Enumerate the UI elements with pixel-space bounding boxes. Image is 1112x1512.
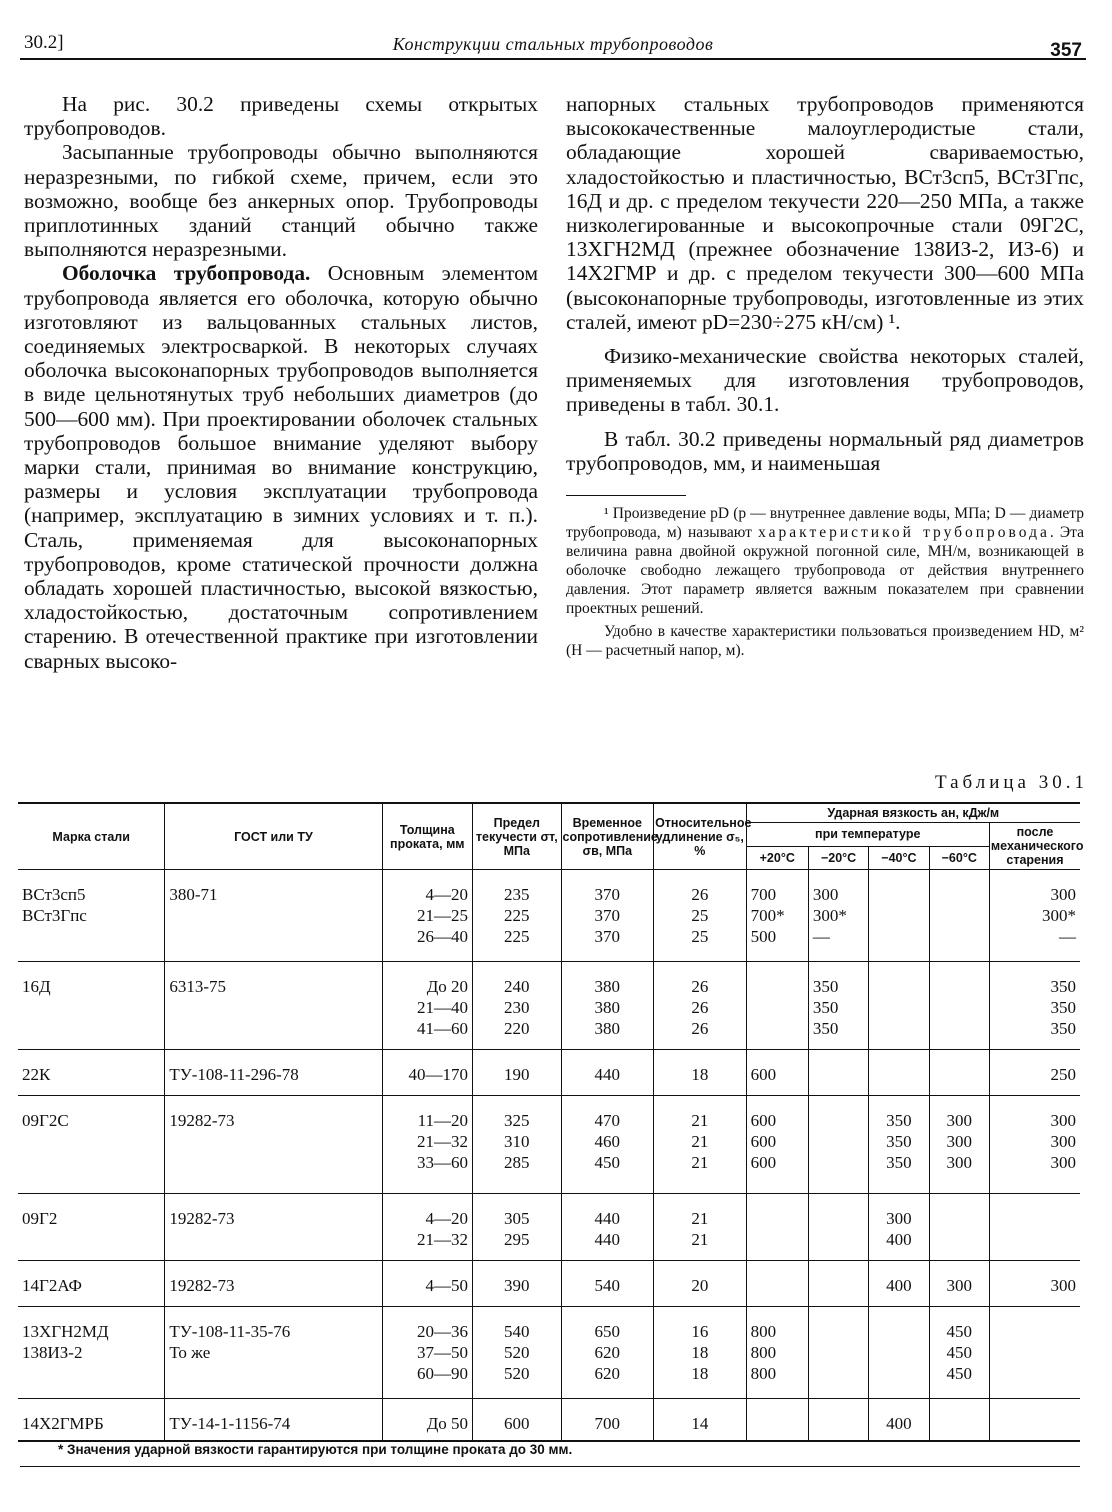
yield-cell: 235 225 225 <box>473 870 562 962</box>
gost-cell: ТУ-108-11-35-76 То же <box>165 1307 382 1399</box>
header-elongation: Относительное удлинение σ₅, % <box>654 803 747 870</box>
impact-minus20-cell <box>808 1096 868 1194</box>
table-row <box>18 1261 1080 1307</box>
impact-plus20-cell: 800 800 800 <box>746 1307 808 1399</box>
impact-minus60-cell <box>929 870 989 962</box>
right-column <box>566 92 1084 660</box>
yield-cell: 540 520 520 <box>473 1307 562 1399</box>
steel-properties-table <box>18 802 1084 1442</box>
steel-cell: 09Г2 <box>18 1194 165 1261</box>
thickness-cell: 4—50 <box>382 1261 473 1307</box>
tensile-cell: 540 <box>561 1261 654 1307</box>
impact-plus20-cell <box>746 1399 808 1442</box>
header-temp-minus40: −40°C <box>869 846 929 870</box>
steel-cell: 13ХГН2МД 138ИЗ-2 <box>18 1307 165 1399</box>
left-column <box>24 92 538 673</box>
gost-cell: ТУ-14-1-1156-74 <box>165 1399 382 1442</box>
steel-cell: 22К <box>18 1050 165 1096</box>
tensile-cell: 440 <box>561 1050 654 1096</box>
impact-minus20-cell <box>808 1399 868 1442</box>
impact-plus20-cell: 700 700* 500 <box>746 870 808 962</box>
yield-cell: 190 <box>473 1050 562 1096</box>
paragraph: напорных стальных трубопроводов применяются высококачественные малоуглеродистые стали, обладающие хорошей свариваемостью, хладостойкостью и пластичностью, ВСт3сп5, ВСт3Гпс, 16Д и др. с пределом текучести 220—250 МПа, а также низколегированные и высокопрочные стали 09Г2С, 13ХГН2МД (прежнее обозначение 138ИЗ-2, ИЗ-6) и 14Х2ГМР и др. с пределом текучести 300—600 МПа (высоконапорные трубопроводы, изготовленные из этих сталей, имеют pD=230÷275 кН/см) ¹. <box>566 92 1084 334</box>
paragraph: Физико-механические свойства некоторых сталей, применяемых для изготовления трубопроводов, приведены в табл. 30.1. <box>566 344 1084 417</box>
steel-cell: 14Х2ГМРБ <box>18 1399 165 1442</box>
impact-minus40-cell: 350 350 350 <box>869 1096 929 1194</box>
impact-minus40-cell: 300 400 <box>869 1194 929 1261</box>
impact-plus20-cell <box>746 1261 808 1307</box>
table-row <box>18 1050 1080 1096</box>
impact-aging-cell <box>989 1399 1080 1442</box>
impact-minus40-cell: 400 <box>869 1399 929 1442</box>
footnote: ¹ Произведение pD (p — внутреннее давление воды, МПа; D — диаметр трубопровода, м) называют характеристикой трубопровода. Эта величина равна двойной окружной погонной силе, МН/м, возникающей в оболочке свободно лежащего трубопровода от действия внутреннего давления. Этот параметр является важным показателем при сравнении проектных решений. <box>566 505 1084 618</box>
elongation-cell: 14 <box>654 1399 747 1442</box>
impact-minus60-cell <box>929 1194 989 1261</box>
table-note: * Значения ударной вязкости гарантируются при толщине проката до 30 мм. <box>58 1442 573 1457</box>
header-at-temperature: при температуре <box>746 823 989 847</box>
impact-minus40-cell <box>869 870 929 962</box>
table-row <box>18 1307 1080 1399</box>
impact-minus60-cell: 450 450 450 <box>929 1307 989 1399</box>
impact-minus60-cell: 300 <box>929 1261 989 1307</box>
gost-cell: 19282-73 <box>165 1261 382 1307</box>
yield-cell: 325 310 285 <box>473 1096 562 1194</box>
impact-plus20-cell: 600 600 600 <box>746 1096 808 1194</box>
impact-aging-cell: 250 <box>989 1050 1080 1096</box>
steel-cell: 14Г2АФ <box>18 1261 165 1307</box>
impact-minus60-cell: 300 300 300 <box>929 1096 989 1194</box>
impact-minus20-cell <box>808 1050 868 1096</box>
tensile-cell: 700 <box>561 1399 654 1442</box>
page-number: 357 <box>1050 40 1082 61</box>
table-row <box>18 1096 1080 1194</box>
table-row <box>18 1194 1080 1261</box>
impact-aging-cell: 350 350 350 <box>989 962 1080 1050</box>
yield-cell: 600 <box>473 1399 562 1442</box>
impact-minus20-cell <box>808 1194 868 1261</box>
tensile-cell: 440 440 <box>561 1194 654 1261</box>
tensile-cell: 380 380 380 <box>561 962 654 1050</box>
gost-cell: 380-71 <box>165 870 382 962</box>
thickness-cell: 4—20 21—25 26—40 <box>382 870 473 962</box>
elongation-cell: 18 <box>654 1050 747 1096</box>
impact-plus20-cell <box>746 1194 808 1261</box>
paragraph: На рис. 30.2 приведены схемы открытых трубопроводов. <box>24 92 538 141</box>
gost-cell: 19282-73 <box>165 1096 382 1194</box>
steel-cell: 09Г2С <box>18 1096 165 1194</box>
elongation-cell: 26 25 25 <box>654 870 747 962</box>
table-row <box>18 870 1080 962</box>
running-title: Конструкции стальных трубопроводов <box>392 34 714 54</box>
footnote: Удобно в качестве характеристики пользоваться произведением HD, м² (H — расчетный напор, м). <box>566 623 1084 660</box>
table-row <box>18 1399 1080 1442</box>
table-body <box>18 870 1080 1442</box>
impact-minus60-cell <box>929 1399 989 1442</box>
impact-minus60-cell <box>929 1050 989 1096</box>
table-row <box>18 962 1080 1050</box>
spaced-term: характеристикой трубопровода <box>758 524 1050 542</box>
thickness-cell: 40—170 <box>382 1050 473 1096</box>
impact-minus20-cell: 350 350 350 <box>808 962 868 1050</box>
tensile-cell: 370 370 370 <box>561 870 654 962</box>
impact-aging-cell <box>989 1194 1080 1261</box>
header-tensile: Временное сопротивление σв, МПа <box>561 803 654 870</box>
tensile-cell: 470 460 450 <box>561 1096 654 1194</box>
impact-minus40-cell <box>869 1307 929 1399</box>
impact-minus40-cell <box>869 962 929 1050</box>
header-thickness: Толщина проката, мм <box>382 803 473 870</box>
impact-aging-cell: 300 300* — <box>989 870 1080 962</box>
thickness-cell: До 50 <box>382 1399 473 1442</box>
impact-minus20-cell <box>808 1307 868 1399</box>
header-yield: Предел текучести σт, МПа <box>473 803 562 870</box>
elongation-cell: 26 26 26 <box>654 962 747 1050</box>
header-temp-minus20: −20°C <box>808 846 868 870</box>
paragraph-heading: Оболочка трубопровода. <box>62 261 311 286</box>
header-temp-minus60: −60°C <box>929 846 989 870</box>
header-gost: ГОСТ или ТУ <box>165 803 382 870</box>
running-header <box>20 28 1086 60</box>
yield-cell: 305 295 <box>473 1194 562 1261</box>
table-caption: Таблица 30.1 <box>934 772 1088 793</box>
gost-cell: 19282-73 <box>165 1194 382 1261</box>
impact-plus20-cell <box>746 962 808 1050</box>
paragraph-text: Основным элементом трубопровода является его оболочка, которую обычно изготовляют из вальцованных стальных листов, соединяемых электросваркой. В некоторых случаях оболочка высоконапорных трубопроводов выполняется в виде цельнотянутых труб небольших диаметров (до 500—600 мм). При проектировании оболочек стальных трубопроводов большое внимание уделяют выбору марки стали, принимая во внимание конструкцию, размеры и условия эксплуатации трубопровода (например, эксплуатацию в зимних условиях и т. п.). Сталь, применяемая для высоконапорных трубопроводов, кроме статической прочности должна обладать хорошей пластичностью, высокой вязкостью, хладостойкостью, достаточным сопротивлением старению. В отечественной практике при изготовлении сварных высоко- <box>24 261 538 673</box>
header-after-aging: после механического старения <box>989 823 1080 870</box>
gost-cell: 6313-75 <box>165 962 382 1050</box>
yield-cell: 240 230 220 <box>473 962 562 1050</box>
header-steel: Марка стали <box>18 803 165 870</box>
section-number: 30.2] <box>24 32 64 53</box>
elongation-cell: 21 21 21 <box>654 1096 747 1194</box>
impact-aging-cell: 300 300 300 <box>989 1096 1080 1194</box>
steel-cell: ВСт3сп5 ВСт3Гпс <box>18 870 165 962</box>
bottom-rule <box>20 1466 1080 1467</box>
thickness-cell: 4—20 21—32 <box>382 1194 473 1261</box>
impact-minus20-cell: 300 300* — <box>808 870 868 962</box>
impact-minus60-cell <box>929 962 989 1050</box>
tensile-cell: 650 620 620 <box>561 1307 654 1399</box>
footnote-rule <box>566 495 686 496</box>
thickness-cell: До 20 21—40 41—60 <box>382 962 473 1050</box>
paragraph <box>24 261 538 672</box>
impact-aging-cell <box>989 1307 1080 1399</box>
impact-minus40-cell: 400 <box>869 1261 929 1307</box>
yield-cell: 390 <box>473 1261 562 1307</box>
header-temp-plus20: +20°C <box>746 846 808 870</box>
elongation-cell: 21 21 <box>654 1194 747 1261</box>
thickness-cell: 20—36 37—50 60—90 <box>382 1307 473 1399</box>
thickness-cell: 11—20 21—32 33—60 <box>382 1096 473 1194</box>
gost-cell: ТУ-108-11-296-78 <box>165 1050 382 1096</box>
paragraph: Засыпанные трубопроводы обычно выполняются неразрезными, по гибкой схеме, причем, если это возможно, вообще без анкерных опор. Трубопроводы приплотинных зданий станций обычно также выполняются неразрезными. <box>24 140 538 262</box>
impact-minus20-cell <box>808 1261 868 1307</box>
steel-cell: 16Д <box>18 962 165 1050</box>
paragraph: В табл. 30.2 приведены нормальный ряд диаметров трубопроводов, мм, и наименьшая <box>566 426 1084 475</box>
header-impact: Ударная вязкость aн, кДж/м <box>746 803 1080 823</box>
impact-plus20-cell: 600 <box>746 1050 808 1096</box>
impact-minus40-cell <box>869 1050 929 1096</box>
elongation-cell: 20 <box>654 1261 747 1307</box>
impact-aging-cell: 300 <box>989 1261 1080 1307</box>
elongation-cell: 16 18 18 <box>654 1307 747 1399</box>
